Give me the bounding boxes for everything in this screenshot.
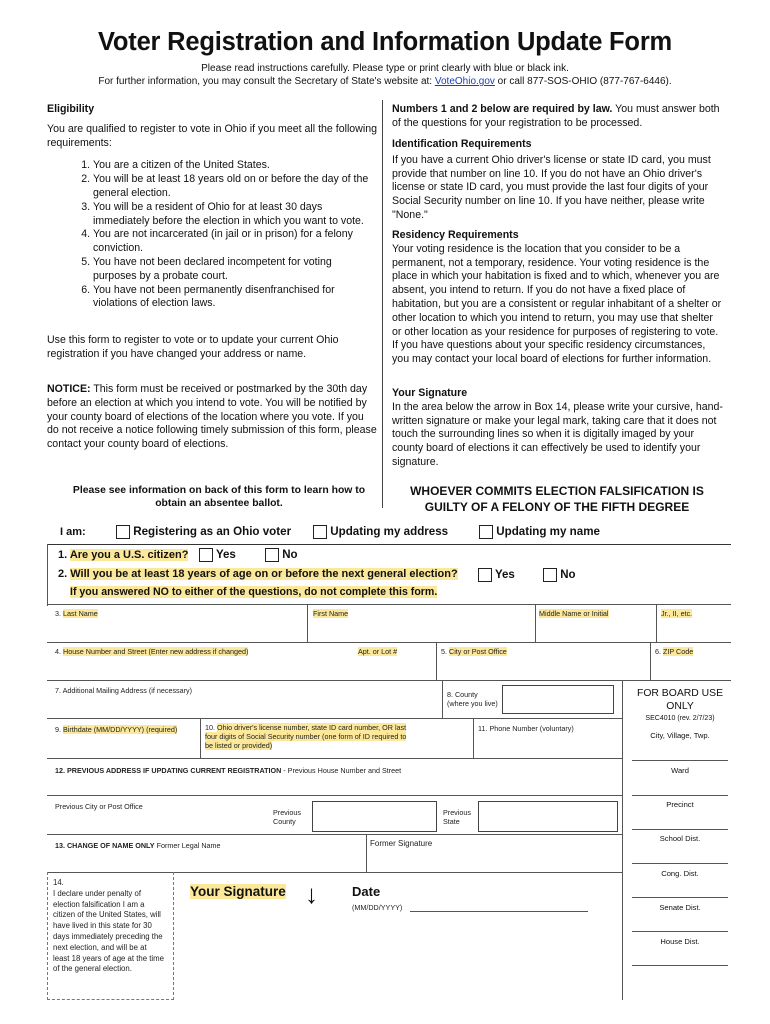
instructions-text: For further information, you may consult the Secretary of State's website at: [98,76,435,87]
required-note [392,103,725,131]
instructions-line-2 [0,76,770,87]
residency-requirements [392,229,725,367]
board-field: City, Village, Twp. [650,731,710,740]
board-line [632,931,728,932]
q2-no-checkbox[interactable] [543,568,557,582]
row-9-div-1 [200,718,201,758]
f6-num: 6. [655,647,663,656]
board-line [632,897,728,898]
option-register-label: Registering as an Ohio voter [133,525,292,539]
question-1 [58,549,188,561]
q2-yes[interactable] [478,568,515,582]
page-title: Voter Registration and Information Update Form [97,28,673,56]
date-label: Date [352,884,381,899]
signature-area[interactable] [185,918,615,998]
required-note-text: You must answer both of the questions for your registration to be processed. [392,103,720,129]
row-prev-city-top [47,795,622,796]
county-label-b: (where you live) [447,699,498,708]
f14-num: 14. [53,878,64,887]
id-heading: Identification Requirements [392,138,532,150]
name-inputs[interactable] [50,614,725,640]
id-number-label [205,723,410,750]
birthdate-label [55,725,177,734]
notice-label: NOTICE: [47,383,91,395]
q2-no[interactable] [543,568,576,582]
house-street-label [55,647,248,656]
f13-rest: Former Legal Name [154,841,221,850]
f4-num: 4. [55,647,63,656]
board-line [632,760,728,761]
board-line [632,863,728,864]
row-7-top [47,680,731,681]
f10-text: Ohio driver's license number, state ID card number, OR last four digits of Social Security number (one form of ID required to be listed or provided) [205,723,407,750]
phone-label: 11. Phone Number (voluntary) [478,724,574,733]
row-13-div [366,834,367,872]
row-13-top [47,834,622,835]
name-checkbox[interactable] [479,525,493,539]
residency-text: Your voting residence is the location that you consider to be a permanent, not a temporary, residence. Your voting residence is the place in which your habitation is fixed and to which, whenever you are absent, you intend to return. If you do not have a fixed place of habitation, but you are a consistent or regular inhabitant of a shelter or other location to which you intend to return, you may use that shelter or other location as your residence for purposes of registering to vote. If you have questions about your specific residency circumstances, you may contact your local board of elections for further information. [392,242,722,366]
q1-yes[interactable] [199,548,236,562]
former-name-label [55,841,221,850]
prev-county-b: County [273,817,296,826]
row-7-div [442,680,443,718]
q1-yes-checkbox[interactable] [199,548,213,562]
county-label-a: 8. County [447,690,478,699]
residency-heading: Residency Requirements [392,229,519,241]
eligibility-intro: You are qualified to register to vote in Ohio if you meet all the following requirements: [47,122,377,149]
register-checkbox[interactable] [116,525,130,539]
former-signature-label: Former Signature [370,839,433,848]
requirement-item: 4. You are not incarcerated (in jail or in prison) for a felony conviction. [93,228,377,256]
eligibility-heading: Eligibility [47,103,95,115]
required-note-bold: Numbers 1 and 2 below are required by law. [392,103,613,115]
q1-number: 1. [58,549,70,561]
board-line [632,829,728,830]
q2-number: 2. [58,568,71,580]
q2-text: Will you be at least 18 years of age on or before the next general election? [70,568,458,580]
row-12-top [47,758,622,759]
row-4-div-1 [436,642,437,680]
q1-no[interactable] [265,548,298,562]
board-line [632,965,728,966]
signature-text: In the area below the arrow in Box 14, please write your cursive, hand-written signature or make your legal mark, taking care that it does not touch the surrounding lines so when it is digitally imaged by your county board of elections it can effectively be used to identify your signature. [392,400,723,468]
voteohio-link[interactable]: VoteOhio.gov [434,76,495,87]
q1-text: Are you a U.S. citizen? [69,549,189,561]
f9-text: Birthdate (MM/DD/YYYY) (required) [63,725,178,734]
f10-num: 10. [205,723,217,732]
requirement-item: 1. You are a citizen of the United States. [93,159,377,173]
prev-state-input[interactable] [478,801,618,832]
board-left-border [622,680,623,1000]
answer-no-warning-text: If you answered NO to either of the questions, do not complete this form. [70,586,438,598]
column-divider [382,100,383,508]
prev-city-label: Previous City or Post Office [55,802,143,811]
use-form-text: Use this form to register to vote or to update your current Ohio registration if you have changed your address or name. [47,334,339,360]
option-name[interactable] [479,525,600,539]
requirement-item: 5. You have not been declared incompetent for voting purposes by a probate court. [93,256,377,284]
board-field: Senate Dist. [659,903,701,912]
option-name-label: Updating my name [496,525,600,539]
q1-yes-label: Yes [216,549,236,562]
address-checkbox[interactable] [313,525,327,539]
row-4-top [47,642,731,643]
row-9-div-2 [473,718,474,758]
board-line [632,795,728,796]
f6-text: ZIP Code [663,647,694,656]
f12-rest: - Previous House Number and Street [281,766,402,775]
board-field: Ward [671,766,689,775]
down-arrow-icon: ↓ [305,879,318,909]
prev-county-input[interactable] [312,801,437,832]
falsification-warning: WHOEVER COMMITS ELECTION FALSIFICATION IS GUILTY OF A FELONY OF THE FIFTH DEGREE [410,484,704,514]
f12-bold: 12. PREVIOUS ADDRESS IF UPDATING CURRENT REGISTRATION [55,766,282,775]
f3-num: 3. [55,609,63,618]
prev-state-a: Previous [443,808,471,817]
f9-num: 9. [55,725,63,734]
option-address-label: Updating my address [330,525,449,539]
board-field: School Dist. [659,834,701,843]
row-3-top [47,604,731,605]
requirement-item: 6. You have not been permanently disenfranchised for violations of election laws. [93,284,377,312]
prev-state-b: State [443,817,460,826]
requirements-list [47,159,377,311]
board-use-title: FOR BOARD USE ONLY [636,688,724,712]
answer-no-warning [70,586,437,598]
id-requirements [392,138,725,223]
city-label [441,647,507,656]
zip-label [655,647,693,656]
notice-text [47,383,377,452]
board-field: House Dist. [660,937,700,946]
q2-yes-label: Yes [495,569,515,582]
date-format-label: (MM/DD/YYYY) [352,903,403,912]
signature-heading: Your Signature [392,387,468,399]
instructions-line-1: Please read instructions carefully. Please type or print clearly with blue or black ink. [201,63,569,74]
eligibility-section [47,103,377,311]
f13-bold: 13. CHANGE OF NAME ONLY [55,841,155,850]
row-9-top [47,718,622,719]
prev-county-label [273,808,301,826]
id-text: If you have a current Ohio driver's license or state ID card, you must provide that number on line 10. If you do not have an Ohio driver's license or state ID card, you must provide the last four digits of your Social Security number on line 10. If you have neither, please write "None." [392,153,711,221]
requirement-item: 2. You will be at least 18 years old on or before the day of the general election. [93,173,377,201]
f14-text: I declare under penalty of election falsification I am a citizen of the United States, will have lived in this state for 30 days immediately preceding the next election, and will be at least 18 years of age at the time of the general election. [53,888,164,974]
f5-text: City or Post Office [449,647,507,656]
board-field: Precinct [666,800,694,809]
q2-yes-checkbox[interactable] [478,568,492,582]
question-2 [58,568,458,580]
q1-no-checkbox[interactable] [265,548,279,562]
board-field: Cong. Dist. [661,869,699,878]
form-left-border [47,544,48,606]
middle-name-label: Middle Name or Initial [539,609,609,618]
previous-address-label [55,766,401,775]
your-signature-label [190,884,286,899]
signature-instructions [392,387,725,470]
apt-label: Apt. or Lot # [358,647,398,656]
f3-text: Last Name [63,609,98,618]
option-address[interactable] [313,525,448,539]
requirement-item: 3. You will be a resident of Ohio for at least 30 days immediately before the election in which you want to vote. [93,201,377,229]
q1-no-label: No [282,549,298,562]
row-4-div-2 [650,642,651,680]
f4-text: House Number and Street (Enter new address if changed) [63,647,249,656]
notice-body: This form must be received or postmarked by the 30th day before an election at which you intend to vote. You will be notified by your county board of elections of the location where you vote. If you do not receive a notice following timely submission of this form, please contact your county board of elections. [47,383,377,451]
mailing-address-label: 7. Additional Mailing Address (if necessary) [55,686,193,695]
declaration-text [53,878,165,975]
absentee-info: Please see information on back of this form to learn how to obtain an absentee ballot. [72,485,366,509]
board-form-code: SEC4010 (rev. 2/7/23) [645,715,715,722]
instructions-phone: or call 877-SOS-OHIO (877-767-6446). [494,76,672,87]
prev-county-a: Previous [273,808,301,817]
f5-num: 5. [441,647,449,656]
first-name-label: First Name [313,609,349,618]
suffix-label: Jr., II, etc. [661,609,693,618]
q2-no-label: No [560,569,576,582]
your-signature-text: Your Signature [190,884,286,899]
county-label [447,690,498,708]
date-line[interactable] [410,911,588,912]
option-register[interactable] [116,525,291,539]
i-am-label: I am: [60,526,86,538]
prev-state-label [443,808,471,826]
county-input[interactable] [502,685,614,714]
